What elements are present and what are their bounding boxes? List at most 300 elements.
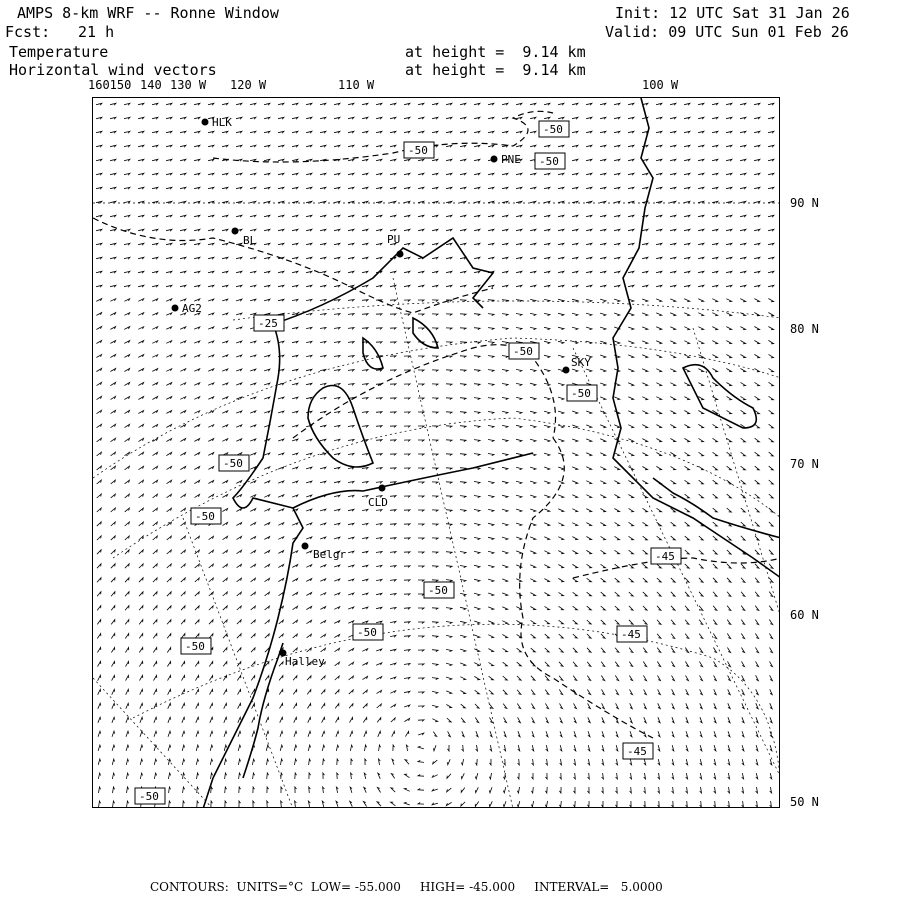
lon-label-110w: 110 W [338,78,375,92]
wind-vector [544,509,550,512]
wind-vector [432,243,438,245]
wind-vector [644,773,646,779]
wind-vector [195,620,199,624]
wind-vector [124,145,130,147]
wind-vector [404,314,410,316]
wind-vector [138,145,144,147]
wind-vector [264,173,270,175]
wind-vector [643,592,647,596]
wind-vector [96,131,102,133]
wind-vector [642,243,648,245]
wind-vector [488,412,494,414]
wind-vector [614,495,619,498]
wind-vector [209,564,214,568]
wind-vector [600,187,606,189]
wind-vector [531,676,535,680]
wind-vector [418,746,424,749]
wind-vector [292,467,298,469]
wind-vector [712,299,717,302]
wind-vector [390,663,396,665]
wind-vector [516,103,522,105]
wind-vector [684,271,690,273]
wind-vector [362,370,368,372]
wind-vector [320,328,326,330]
wind-vector [153,634,157,639]
wind-vector [197,773,199,779]
wind-vector [391,802,396,806]
wind-vector [222,215,228,217]
wind-vector [320,397,326,399]
wind-vector [727,564,731,568]
wind-vector [587,564,592,568]
wind-vector [544,397,550,399]
wind-vector [727,410,732,413]
wind-vector [111,424,116,427]
wind-vector [292,495,298,497]
wind-vector [446,384,452,386]
wind-vector [740,355,745,358]
wind-vector [96,313,101,316]
wind-vector [446,482,452,484]
wind-vector [518,717,521,722]
wind-vector [266,731,269,737]
wind-vector [657,634,661,639]
wind-vector [700,745,702,751]
wind-vector [125,508,130,512]
wind-vector [684,341,689,344]
wind-vector [432,370,438,372]
wind-vector [474,342,480,344]
wind-vector [656,355,661,358]
wind-vector [236,313,242,315]
wind-vector [489,801,492,806]
wind-vector [167,620,171,625]
wind-vector [446,608,452,610]
wind-vector [348,607,354,609]
wind-vector [756,787,758,793]
wind-vector [770,745,772,751]
wind-vector [418,496,424,498]
wind-vector [390,677,396,679]
wind-vector [700,703,702,708]
wind-vector [180,243,186,245]
wind-vector [713,480,718,484]
wind-vector [686,717,688,723]
wind-vector [365,745,367,751]
wind-vector [124,117,130,119]
wind-vector [404,705,410,707]
wind-vector [671,620,675,625]
wind-vector [574,717,576,722]
wind-vector [572,495,577,498]
wind-vector [587,648,591,652]
wind-vector [390,608,396,610]
wind-vector [644,703,647,708]
wind-vector-field [96,103,774,807]
wind-vector [488,523,494,525]
wind-vector [321,676,325,680]
contour-value-label [535,153,565,169]
wind-vector [139,522,144,526]
wind-vector [153,508,158,512]
wind-vector [628,397,633,400]
wind-vector [334,117,340,119]
wind-vector [769,396,774,399]
wind-vector [728,717,730,723]
wind-vector [281,773,283,779]
wind-vector [672,745,674,751]
wind-vector [447,759,450,764]
wind-vector [740,369,745,372]
wind-vector [446,454,452,456]
wind-vector [672,801,674,807]
wind-vector [614,117,620,119]
wind-vector [280,703,283,708]
wind-vector [97,508,101,512]
wind-vector [558,411,564,414]
wind-vector [769,424,774,428]
wind-vector [167,466,172,469]
wind-vector [126,703,129,708]
wind-vector [264,229,270,231]
wind-vector [447,788,452,792]
wind-vector [742,675,745,680]
wind-vector [404,454,410,456]
wind-vector [112,675,115,680]
wind-vector [672,773,674,779]
wind-vector [237,550,242,553]
svg-text:-45: -45 [621,628,641,641]
wind-vector [225,773,227,779]
wind-vector [629,676,632,681]
wind-vector [125,536,129,540]
wind-vector [586,453,592,456]
wind-vector [390,691,395,694]
wind-vector [474,328,480,330]
wind-vector [404,677,410,679]
wind-vector [238,759,240,765]
wind-vector [251,564,256,567]
wind-vector [628,187,634,189]
wind-vector [418,271,424,273]
wind-vector [698,229,704,231]
wind-vector [432,215,438,217]
wind-vector [684,145,690,147]
wind-vector [614,257,620,259]
wind-vector [126,759,128,765]
wind-vector [432,159,438,161]
wind-vector [348,173,354,175]
wind-vector [236,299,242,301]
wind-vector [251,578,256,582]
wind-vector [769,452,774,456]
wind-vector [572,159,578,161]
wind-vector [769,634,772,639]
wind-vector [306,229,312,231]
wind-vector [586,103,592,105]
wind-vector [98,745,101,751]
wind-vector [446,103,452,105]
wind-vector [516,551,522,554]
wind-vector [600,523,605,526]
wind-vector [250,481,255,484]
wind-vector [587,592,592,596]
wind-vector [208,453,213,456]
wind-vector [544,495,550,498]
wind-vector [530,117,536,119]
wind-vector [334,187,340,189]
field-temperature-height: at height = 9.14 km [405,43,586,61]
wind-vector [237,564,242,567]
wind-vector [600,481,605,484]
wind-vector [684,257,690,259]
wind-vector [264,103,270,105]
wind-vector [180,327,186,329]
wind-vector [573,606,578,610]
station-ag2-label: AG2 [182,302,202,315]
wind-vector [517,704,520,709]
wind-vector [572,509,577,512]
wind-vector [320,355,326,357]
wind-vector [278,453,284,455]
wind-vector [224,717,227,723]
wind-vector [152,103,158,105]
wind-vector [152,257,158,259]
wind-vector [376,663,382,665]
wind-vector [97,494,102,498]
wind-vector [530,551,536,554]
station-ag2-dot [172,305,179,312]
wind-vector [600,285,606,287]
wind-vector [460,314,466,316]
wind-vector [432,650,438,652]
wind-vector [544,523,550,526]
wind-vector [572,369,578,372]
wind-vector [699,634,703,639]
svg-text:-50: -50 [539,155,559,168]
wind-vector [600,159,606,161]
wind-vector [406,745,408,751]
wind-vector [698,424,703,427]
wind-vector [294,703,297,708]
wind-vector [111,466,116,470]
wind-vector [586,131,592,133]
station-pu-dot [397,251,404,258]
meridian-line-4 [693,328,780,618]
wind-vector [153,648,157,653]
wind-vector [656,439,661,442]
lat-label-80n: 80 N [790,322,819,336]
wind-vector [97,634,101,639]
wind-vector [446,552,452,554]
wind-vector [643,675,646,680]
wind-vector [460,482,466,484]
wind-vector [670,215,676,217]
lon-label-140: 140 [140,78,162,92]
wind-vector [502,593,508,596]
contour-value-label [135,788,165,804]
wind-vector [769,438,774,442]
wind-vector [713,536,717,540]
wind-vector [642,425,647,428]
wind-vector [96,327,101,330]
wind-vector [713,522,718,526]
wind-vector [140,675,143,680]
wind-vector [474,565,480,567]
wind-vector [754,285,760,287]
wind-vector [180,453,185,456]
wind-vector [111,578,115,582]
wind-vector [307,690,311,695]
wind-vector [672,675,675,680]
wind-vector [628,271,634,273]
wind-vector [293,606,298,609]
wind-vector [390,398,396,400]
wind-vector [152,243,158,245]
wind-vector [377,690,382,693]
wind-vector [558,453,564,456]
wind-vector [530,537,536,540]
wind-vector [253,773,255,779]
wind-vector [559,648,563,652]
wind-vector [558,425,564,428]
wind-vector [293,634,298,638]
wind-vector [502,243,508,245]
wind-vector [728,745,730,751]
wind-vector [138,229,144,231]
wind-vector [699,620,703,625]
wind-vector [642,439,647,442]
wind-vector [209,606,213,610]
wind-vector [278,411,284,413]
wind-vector [446,802,451,805]
wind-vector [334,370,340,372]
wind-vector [460,524,466,526]
wind-vector [376,103,382,105]
wind-vector [628,481,633,484]
wind-vector [264,495,269,498]
wind-vector [390,117,396,119]
wind-vector [432,691,438,693]
wind-vector [685,662,688,667]
wind-vector [489,704,493,709]
wind-vector [418,412,424,414]
wind-vector [656,411,661,414]
wind-vector [152,355,157,358]
wind-vector [530,593,535,596]
wind-vector [699,648,702,653]
wind-vector [602,801,604,807]
wind-vector [460,635,466,638]
wind-vector [728,773,730,779]
wind-vector [714,731,716,737]
wind-vector [587,606,592,610]
wind-vector [278,397,284,399]
wind-vector [292,383,298,385]
wind-vector [446,440,452,442]
wind-vector [628,215,634,217]
wind-vector [378,731,381,737]
wind-vector [250,425,256,427]
wind-vector [601,606,606,610]
wind-vector [250,509,255,512]
wind-vector [712,285,718,287]
wind-vector [253,801,255,807]
wind-vector [698,341,703,344]
wind-vector [418,285,424,287]
wind-vector [755,606,759,611]
wind-vector [264,369,270,371]
wind-vector [362,663,367,666]
wind-vector [490,745,492,751]
wind-vector [600,327,606,330]
wind-vector [264,285,270,287]
wind-vector [447,774,451,779]
wind-vector [488,607,494,610]
wind-vector [600,439,606,442]
wind-vector [698,271,704,273]
wind-vector [278,537,283,540]
wind-vector [544,439,550,442]
wind-vector [264,243,270,245]
wind-vector [658,675,661,680]
wind-vector [418,131,424,133]
wind-vector [712,271,718,273]
wind-vector [222,299,228,301]
wind-vector [110,285,116,287]
wind-vector [742,689,745,694]
wind-vector [139,661,142,666]
wind-vector [197,801,199,807]
wind-vector [768,117,774,119]
wind-vector [657,494,662,498]
wind-vector [502,314,508,316]
wind-vector [756,731,758,737]
wind-vector [292,592,297,595]
wind-vector [391,774,394,779]
wind-vector [686,773,688,779]
wind-vector [558,215,564,217]
wind-vector [404,580,410,582]
wind-vector [474,356,480,358]
wind-vector [614,103,620,105]
wind-vector [502,215,508,217]
wind-vector [180,117,186,119]
wind-vector [755,647,758,652]
wind-vector [642,453,647,456]
wind-vector [250,453,256,455]
wind-vector [152,383,157,386]
wind-vector [224,759,226,765]
wind-vector [334,131,340,133]
wind-vector [124,187,130,189]
wind-vector [545,620,550,623]
wind-vector [350,745,352,751]
wind-vector [630,717,632,723]
wind-vector [558,509,564,512]
wind-vector [671,662,674,667]
wind-vector [362,509,368,511]
station-hlk-dot [202,119,209,126]
wind-vector [657,536,662,540]
wind-vector [208,481,213,484]
wind-vector [672,689,675,694]
wind-vector [322,745,324,751]
wind-vector [699,564,703,568]
wind-vector [153,606,157,611]
wind-vector [362,314,368,316]
wind-vector [558,397,564,400]
